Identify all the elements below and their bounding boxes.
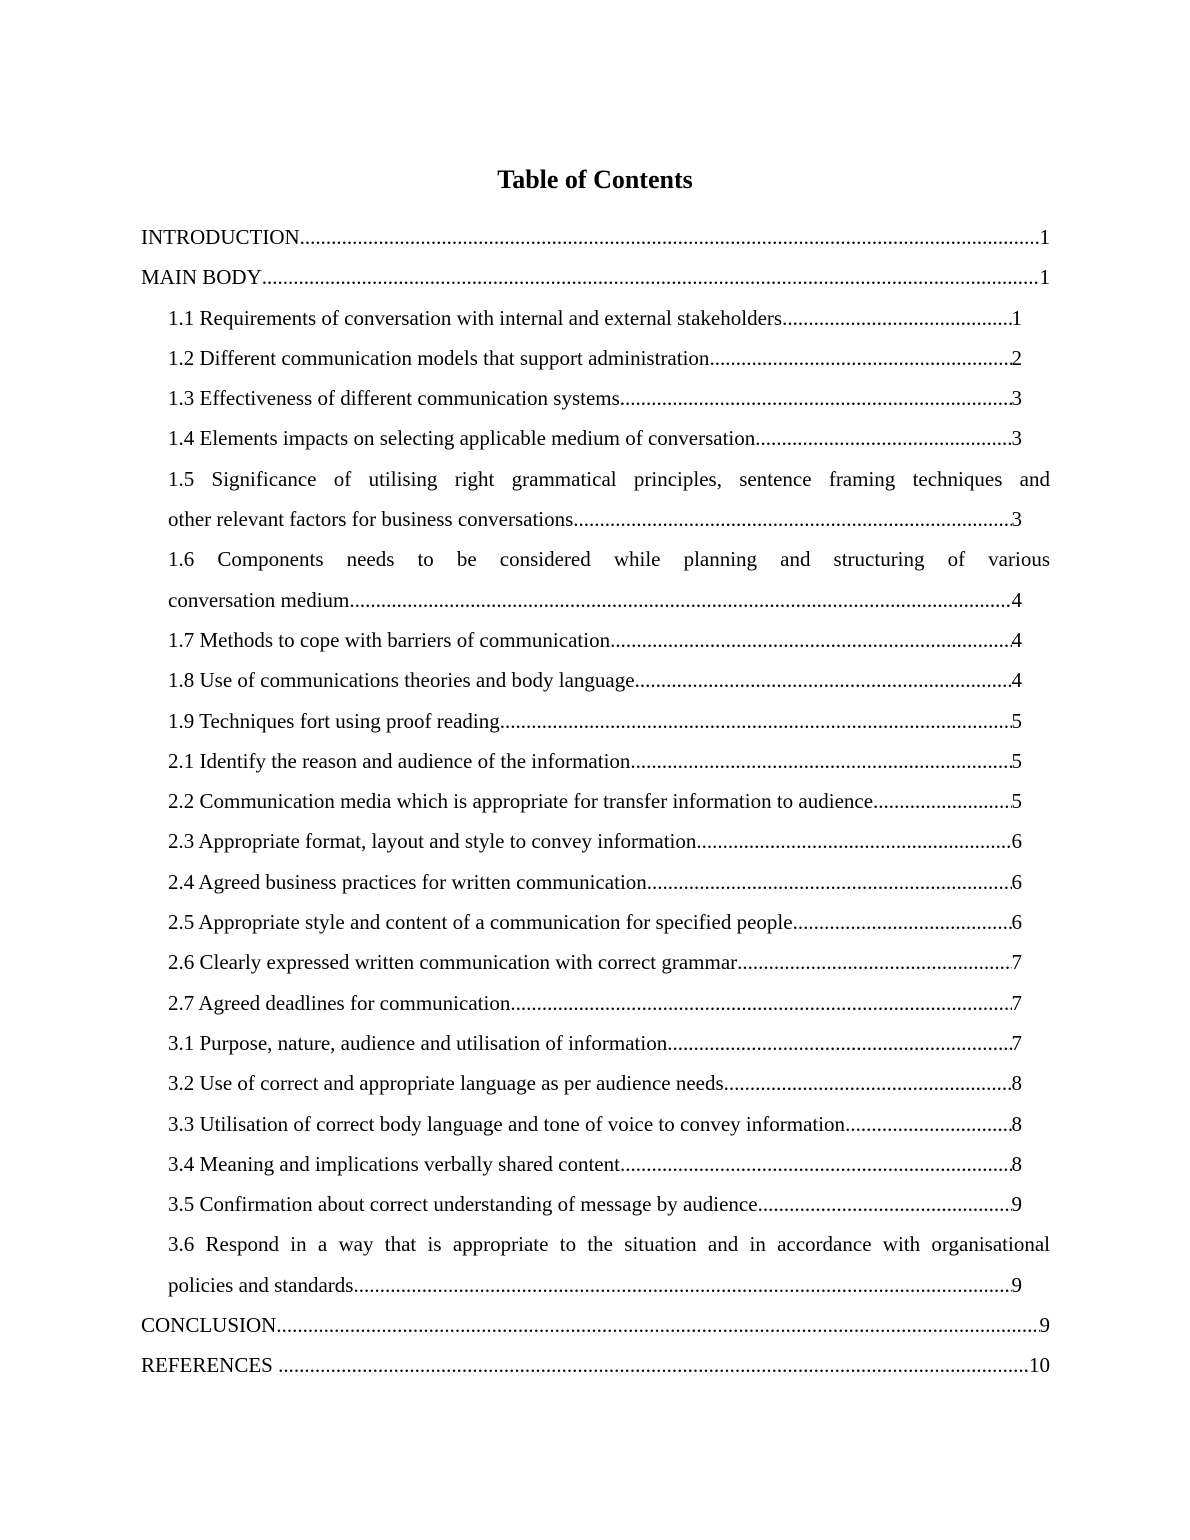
toc-page-number: 3 bbox=[1011, 426, 1022, 451]
toc-leader bbox=[793, 902, 1012, 942]
toc-leader bbox=[349, 580, 1011, 620]
toc-page-number: 7 bbox=[1011, 950, 1022, 975]
toc-entry-text: 1.3 Effectiveness of different communication systems bbox=[168, 386, 620, 411]
toc-entry-text: CONCLUSION bbox=[141, 1313, 277, 1338]
toc-leader bbox=[873, 781, 1011, 821]
toc-leader bbox=[573, 499, 1011, 539]
toc-leader bbox=[647, 862, 1012, 902]
toc-entry-1-2[interactable] bbox=[141, 338, 1022, 378]
toc-leader bbox=[630, 741, 1011, 781]
toc-leader bbox=[353, 1265, 1011, 1305]
toc-entry-3-4[interactable] bbox=[141, 1144, 1022, 1184]
toc-page-number: 1 bbox=[1039, 225, 1050, 249]
toc-leader bbox=[667, 1023, 1011, 1063]
toc-entry-1-7[interactable] bbox=[141, 620, 1022, 660]
toc-page-number: 1 bbox=[1011, 305, 1022, 330]
toc-entry-line2 bbox=[168, 580, 1022, 620]
toc-entry-2-6[interactable] bbox=[141, 942, 1022, 982]
toc-page-number: 6 bbox=[1011, 910, 1022, 935]
toc-leader bbox=[696, 821, 1011, 861]
toc-page-number: 8 bbox=[1011, 1071, 1022, 1096]
toc-entry-3-6[interactable] bbox=[141, 1224, 1050, 1305]
toc-page-number: 5 bbox=[1011, 789, 1022, 814]
toc-page-number: 3 bbox=[1011, 386, 1022, 411]
toc-page-number: 4 bbox=[1011, 587, 1022, 612]
toc-entry-text: 1.9 Techniques fort using proof reading bbox=[168, 708, 500, 733]
toc-entry-2-1[interactable] bbox=[141, 741, 1022, 781]
toc-page-number: 10 bbox=[1029, 1353, 1050, 1378]
toc-entry-2-3[interactable] bbox=[141, 821, 1022, 861]
toc-leader bbox=[724, 1063, 1012, 1103]
toc-entry-3-1[interactable] bbox=[141, 1023, 1022, 1063]
toc-leader bbox=[758, 1184, 1012, 1224]
toc-leader bbox=[262, 257, 1040, 297]
toc-leader bbox=[620, 1144, 1012, 1184]
toc-entry-3-2[interactable] bbox=[141, 1063, 1022, 1103]
toc-entry-3-5[interactable] bbox=[141, 1184, 1022, 1224]
toc-entry-1-9[interactable] bbox=[141, 701, 1022, 741]
toc-entry-3-3[interactable] bbox=[141, 1104, 1022, 1144]
toc-entry-text: 1.2 Different communication models that support administration bbox=[168, 345, 710, 370]
toc-entry-2-4[interactable] bbox=[141, 862, 1022, 902]
toc-leader bbox=[737, 942, 1011, 982]
toc-page-number: 6 bbox=[1011, 869, 1022, 894]
toc-entry-text: INTRODUCTION bbox=[141, 225, 300, 249]
toc-entry-text: 3.2 Use of correct and appropriate language as per audience needs bbox=[168, 1071, 724, 1096]
toc-page-number: 2 bbox=[1011, 345, 1022, 370]
toc-entry-text: 2.7 Agreed deadlines for communication bbox=[168, 990, 511, 1015]
toc-entry-2-5[interactable] bbox=[141, 902, 1022, 942]
toc-entry-text: MAIN BODY bbox=[141, 265, 262, 290]
toc-entry-text: 1.1 Requirements of conversation with internal and external stakeholders bbox=[168, 305, 783, 330]
toc-entry-2-2[interactable] bbox=[141, 781, 1022, 821]
toc-entry-text: 2.2 Communication media which is appropriate for transfer information to audience bbox=[168, 789, 874, 814]
toc-page-number: 4 bbox=[1011, 668, 1022, 693]
toc-entry-text: 3.1 Purpose, nature, audience and utilisation of information bbox=[168, 1030, 668, 1055]
toc-entry-text: 1.4 Elements impacts on selecting applicable medium of conversation bbox=[168, 426, 756, 451]
toc-entry-text: 2.3 Appropriate format, layout and style to convey information bbox=[168, 829, 697, 854]
toc-title: Table of Contents bbox=[497, 165, 693, 194]
toc-entry-text: 3.4 Meaning and implications verbally shared content bbox=[168, 1151, 620, 1176]
toc-leader bbox=[782, 298, 1011, 338]
toc-entry-text-line2: other relevant factors for business conversations bbox=[168, 507, 574, 532]
toc-leader bbox=[845, 1104, 1011, 1144]
toc-entry-text-line1: 3.6 Respond in a way that is appropriate to the situation and in accordance with organisational bbox=[168, 1232, 1050, 1257]
toc-entry-text-line2: policies and standards bbox=[168, 1272, 354, 1297]
toc-entry-line2 bbox=[168, 1265, 1022, 1305]
toc-leader bbox=[300, 217, 1040, 257]
toc-page-number: 5 bbox=[1011, 708, 1022, 733]
toc-entry-text: 1.8 Use of communications theories and body language bbox=[168, 668, 635, 693]
toc-entry-1-1[interactable] bbox=[141, 298, 1022, 338]
toc-page-number: 7 bbox=[1011, 990, 1022, 1015]
toc-entry-line2 bbox=[168, 499, 1022, 539]
toc-entry-text: 3.3 Utilisation of correct body language and tone of voice to convey information bbox=[168, 1111, 846, 1136]
toc-entry-2-7[interactable] bbox=[141, 983, 1022, 1023]
toc-leader bbox=[276, 1305, 1039, 1345]
toc-page-number: 8 bbox=[1011, 1111, 1022, 1136]
toc-entry-1-8[interactable] bbox=[141, 660, 1022, 700]
toc-page-number: 9 bbox=[1011, 1192, 1022, 1217]
toc-leader bbox=[709, 338, 1011, 378]
toc-page-number: 6 bbox=[1011, 829, 1022, 854]
toc-entry-text: 3.5 Confirmation about correct understanding of message by audience bbox=[168, 1192, 758, 1217]
toc-page-number: 7 bbox=[1011, 1030, 1022, 1055]
toc-entry-text: 2.5 Appropriate style and content of a communication for specified people bbox=[168, 910, 793, 935]
toc-page-number: 5 bbox=[1011, 748, 1022, 773]
toc-leader bbox=[610, 620, 1011, 660]
toc-leader bbox=[500, 701, 1012, 741]
toc-entry-references[interactable] bbox=[141, 1345, 1050, 1385]
toc-entry-1-5[interactable] bbox=[141, 459, 1050, 540]
toc-leader bbox=[278, 1345, 1029, 1385]
toc-leader bbox=[755, 418, 1011, 458]
toc-page-number: 4 bbox=[1011, 627, 1022, 652]
toc-entry-text-line1: 1.6 Components needs to be considered while planning and structuring of various bbox=[168, 547, 1050, 572]
toc-page-number: 1 bbox=[1039, 265, 1050, 290]
toc-entry-text-line1: 1.5 Significance of utilising right grammatical principles, sentence framing techniques and bbox=[168, 466, 1050, 491]
toc-page-number: 8 bbox=[1011, 1151, 1022, 1176]
toc-entry-1-4[interactable] bbox=[141, 418, 1022, 458]
toc-page-number: 9 bbox=[1011, 1272, 1022, 1297]
toc-entry-text: 2.1 Identify the reason and audience of the information bbox=[168, 748, 631, 773]
toc-leader bbox=[510, 983, 1011, 1023]
toc-page-number: 9 bbox=[1039, 1313, 1050, 1338]
toc-leader bbox=[620, 378, 1012, 418]
toc-entry-1-6[interactable] bbox=[141, 539, 1050, 620]
toc-entry-conclusion[interactable] bbox=[141, 1305, 1050, 1345]
toc-entry-text-line2: conversation medium bbox=[168, 587, 350, 612]
toc-list bbox=[141, 217, 1050, 1386]
toc-entry-text: 2.4 Agreed business practices for written communication bbox=[168, 869, 647, 894]
toc-entry-text: 1.7 Methods to cope with barriers of communication bbox=[168, 627, 611, 652]
toc-page-number: 3 bbox=[1011, 507, 1022, 532]
toc-entry-1-3[interactable] bbox=[141, 378, 1022, 418]
toc-entry-main-body[interactable] bbox=[141, 257, 1050, 297]
toc-entry-text: REFERENCES bbox=[141, 1353, 279, 1378]
toc-leader bbox=[635, 660, 1012, 700]
toc-entry-introduction[interactable] bbox=[141, 217, 1050, 257]
toc-entry-text: 2.6 Clearly expressed written communication with correct grammar bbox=[168, 950, 738, 975]
